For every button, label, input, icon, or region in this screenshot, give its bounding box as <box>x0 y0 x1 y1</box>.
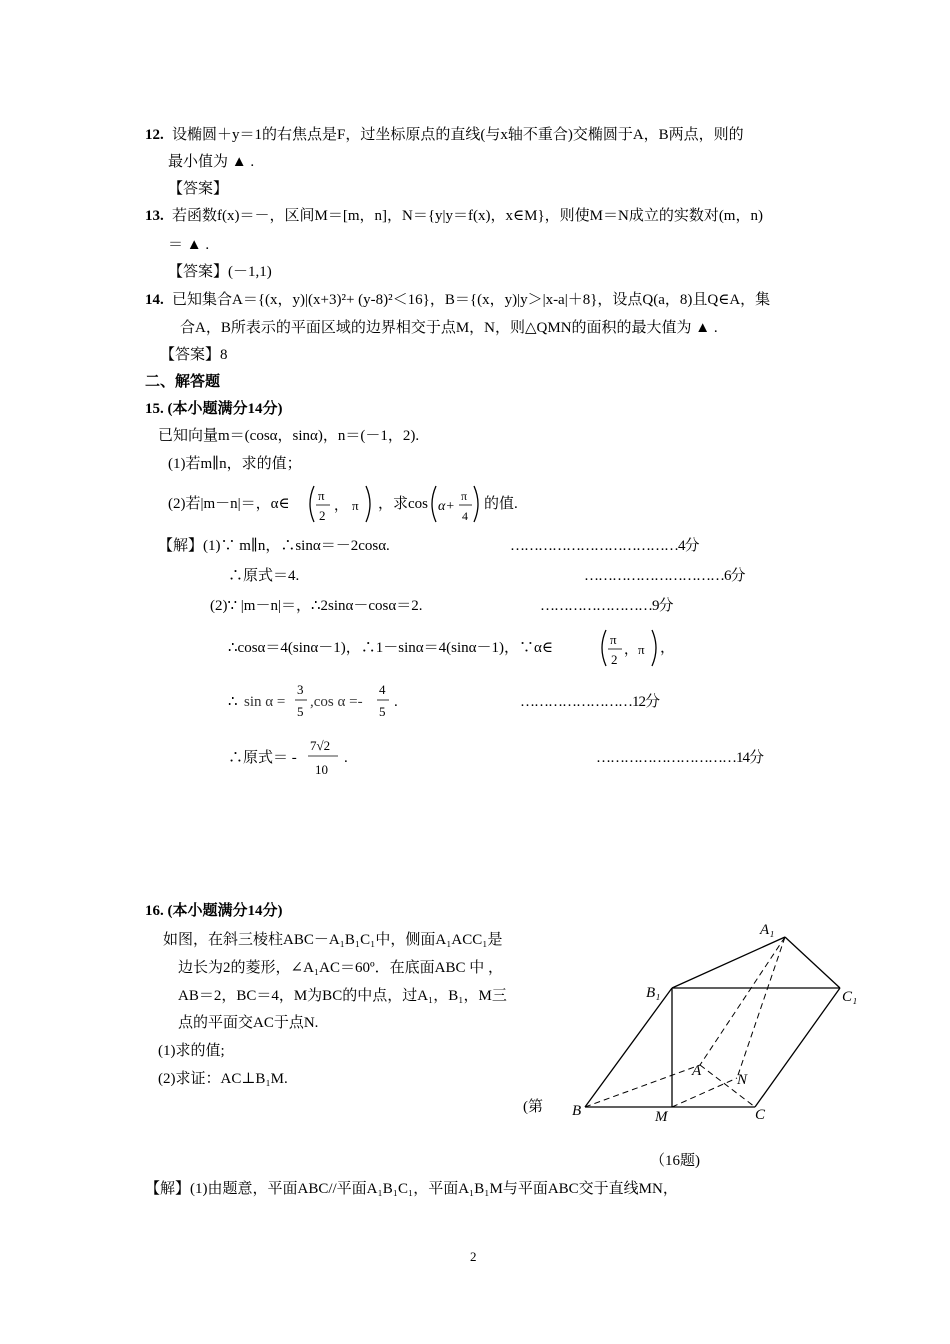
alpha-plus: α+ <box>438 499 455 514</box>
q16-line1: 如图，在斜三棱柱ABC－A₁B₁C₁中，侧面A₁ACC₁是 <box>163 932 503 948</box>
q15-part2-b: ，求cos <box>378 496 428 512</box>
section-heading: 二、解答题 <box>145 374 221 390</box>
q12-number: 12. <box>145 127 164 143</box>
q15-sol-step4: ∴cosα＝4(sinα－1)，∴1－sinα＝4(sinα－1)，∵α∈ <box>228 640 553 656</box>
frac-4: 4 <box>462 509 468 523</box>
edge-MN-hidden <box>672 1078 737 1107</box>
label-B: B <box>572 1103 582 1119</box>
q15-sol-score5: ……………………12分 <box>520 694 660 710</box>
svg-text:,cos α =-: ,cos α =- <box>310 694 363 710</box>
pi-upper-2: π <box>638 642 645 657</box>
svg-text:，: ， <box>334 499 348 514</box>
q12-answer: 【答案】 <box>168 181 229 197</box>
q15-part2-c: 的值. <box>484 496 518 512</box>
q15-sol-score6: …………………………14分 <box>596 750 764 766</box>
frac-pi: π <box>318 488 325 503</box>
q15-sol-step4-end: ， <box>660 640 676 656</box>
svg-text:7√2: 7√2 <box>310 738 331 753</box>
q16-part2: (2)求证：AC⊥B₁M. <box>158 1071 288 1087</box>
svg-text:，: ， <box>624 643 638 658</box>
svg-text:5: 5 <box>379 704 386 719</box>
svg-text:10: 10 <box>315 762 328 777</box>
q13-line1: 若函数f(x)＝－，区间M＝[m，n]，N＝{y|y＝f(x)，x∈M}，则使M＝N成立的实数对(m，n) <box>172 208 763 224</box>
figure-label-prefix: (第 <box>523 1099 543 1115</box>
q16-line2: 边长为2的菱形，∠A₁AC＝60º．在底面ABC 中 ， <box>178 960 503 976</box>
label-N: N <box>737 1072 748 1088</box>
label-M: M <box>655 1109 668 1125</box>
q13-number: 13. <box>145 208 164 224</box>
frac-2: 2 <box>319 508 326 523</box>
q14-line1: 已知集合A＝{(x，y)|(x+3)²+ (y-8)²＜16}，B＝{(x，y)|y＞|x-a|＋8}，设点Q(a，8)且Q∈A，集 <box>172 292 771 308</box>
svg-text:4: 4 <box>379 682 386 697</box>
q15-part1: (1)若m∥n，求的值； <box>168 456 302 472</box>
q13-answer: 【答案】(－1,1) <box>168 264 272 280</box>
q15-intro: 已知向量m＝(cosα，sinα)，n＝(－1，2). <box>158 428 420 444</box>
svg-text:sin α =: sin α = <box>244 694 286 710</box>
prism-figure <box>560 915 870 1130</box>
q12-line2: 最小值为 ▲ . <box>168 154 255 170</box>
q15-sol-step6 <box>226 734 366 782</box>
q15-heading: 15. (本小题满分14分) <box>145 401 283 417</box>
q16-part1: (1)求的值; <box>158 1043 225 1059</box>
label-A1: A₁ <box>760 922 775 938</box>
q16-solution: 【解】(1)由题意，平面ABC//平面A₁B₁C₁，平面A₁B₁M与平面ABC交于直线MN， <box>145 1181 678 1197</box>
svg-text:.: . <box>394 694 398 710</box>
q15-sol-step2: ∴原式＝4. <box>228 568 300 584</box>
q15-interval-2 <box>598 626 660 670</box>
q14-line2: 合A，B所表示的平面区域的边界相交于点M，N，则△QMN的面积的最大值为 ▲ . <box>180 320 718 336</box>
frac4-pi: π <box>461 489 468 503</box>
q15-sol-step1: 【解】(1)∵ m∥n，∴sinα＝－2cosα. <box>158 538 390 554</box>
q16-line4: 点的平面交AC于点N. <box>178 1015 319 1031</box>
q12-line1: 设椭圆＋y＝1的右焦点是F，过坐标原点的直线(与x轴不重合)交椭圆于A，B两点，则的 <box>172 127 744 143</box>
page-number: 2 <box>470 1249 477 1264</box>
q15-sol-score1: ………………………………4分 <box>510 538 699 554</box>
q13-line2: ＝ ▲ . <box>168 237 210 253</box>
q15-sol-step5 <box>226 678 416 722</box>
svg-text:5: 5 <box>297 704 304 719</box>
q14-answer: 【答案】8 <box>160 347 228 363</box>
edge-BA-hidden <box>585 1065 700 1107</box>
q15-sol-score2: …………………………6分 <box>584 568 745 584</box>
frac2-pi: π <box>610 632 617 647</box>
q15-interval-1 <box>304 482 378 526</box>
q15-sol-step3: (2)∵ |m－n|＝，∴2sinα－cosα＝2. <box>210 598 423 614</box>
pi-upper: π <box>352 498 359 513</box>
svg-text:∴: ∴ <box>228 694 238 710</box>
label-C1: C₁ <box>842 989 858 1005</box>
edge-A1C1 <box>785 937 840 988</box>
q15-cos-argument <box>428 482 484 526</box>
q15-part2-a: (2)若|m－n|＝，α∈ <box>168 496 290 512</box>
edge-C1C <box>755 988 840 1107</box>
frac2-2: 2 <box>611 652 618 667</box>
edge-A1N-hidden <box>737 937 785 1078</box>
q15-sol-score3: ……………………9分 <box>540 598 673 614</box>
svg-text:3: 3 <box>297 682 304 697</box>
svg-text:.: . <box>344 750 348 766</box>
label-B1: B₁ <box>646 985 661 1001</box>
label-C: C <box>755 1107 766 1123</box>
edge-B1B <box>585 988 672 1107</box>
figure-caption: （16题) <box>650 1153 700 1169</box>
label-A: A <box>692 1063 702 1079</box>
q16-heading: 16. (本小题满分14分) <box>145 903 283 919</box>
svg-text:∴原式＝ -: ∴原式＝ - <box>228 750 297 766</box>
q16-line3: AB＝2，BC＝4，M为BC的中点，过A₁，B₁，M三 <box>178 988 507 1004</box>
q14-number: 14. <box>145 292 164 308</box>
